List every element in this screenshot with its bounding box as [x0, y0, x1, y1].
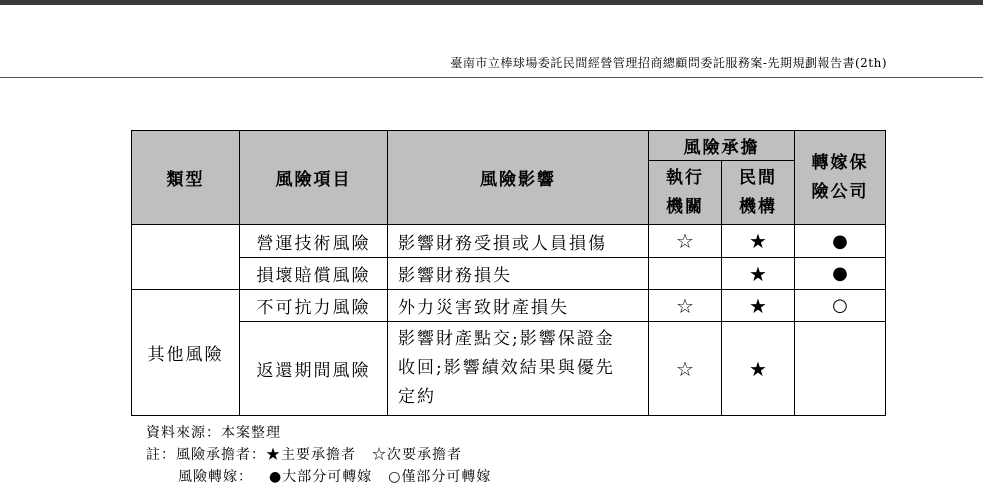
header-exec-line1: 執行: [666, 167, 704, 188]
legend-partially-transferable: ○僅部分可轉嫁: [388, 469, 492, 485]
header-type: 類型: [132, 131, 240, 225]
header-exec-line2: 機關: [666, 196, 704, 217]
transfer-legend-prefix: 風險轉嫁：: [178, 469, 253, 485]
table-notes: [146, 422, 491, 488]
risk-impact: 影響財務受損或人員損傷: [388, 225, 649, 258]
category-cell-blank: [132, 225, 240, 290]
insurance-transfer-mark: ●: [795, 258, 886, 290]
civil-bearer-mark: ★: [722, 322, 795, 416]
header-civil-line1: 民間: [739, 167, 777, 188]
table-row: [132, 322, 886, 416]
risk-item: 返還期間風險: [240, 322, 388, 416]
risk-impact-line3: 定約: [398, 387, 436, 407]
civil-bearer-mark: ★: [722, 225, 795, 258]
category-other-risk: 其他風險: [132, 290, 240, 416]
civil-bearer-mark: ★: [722, 258, 795, 290]
risk-impact-line1: 影響財產點交;影響保證金: [398, 329, 615, 349]
header-private-entity: [722, 161, 795, 225]
document-header: 臺南市立棒球場委託民間經營管理招商總顧問委託服務案-先期規劃報告書(2th): [450, 56, 887, 70]
legend-primary-bearer: ★主要承擔者: [266, 447, 356, 463]
exec-bearer-mark: ☆: [649, 225, 722, 258]
exec-bearer-mark: ☆: [649, 290, 722, 322]
exec-bearer-mark: [649, 258, 722, 290]
header-risk-bearer: 風險承擔: [649, 131, 795, 161]
insurance-transfer-mark: ○: [795, 290, 886, 322]
risk-item: 損壞賠償風險: [240, 258, 388, 290]
header-insurance-line2: 險公司: [811, 181, 869, 202]
header-insurance-transfer: [795, 131, 886, 225]
risk-allocation-table: [131, 130, 886, 416]
top-bar: [0, 0, 983, 5]
risk-impact: [388, 322, 649, 416]
insurance-transfer-mark: ●: [795, 225, 886, 258]
risk-impact-line2: 收回;影響績效結果與優先: [398, 358, 615, 378]
table-row: [132, 258, 886, 290]
transfer-legend: [146, 466, 491, 488]
header-executing-agency: [649, 161, 722, 225]
bearer-legend-prefix: 註：風險承擔者：: [146, 447, 266, 463]
header-civil-line2: 機構: [739, 196, 777, 217]
legend-secondary-bearer: ☆次要承擔者: [372, 447, 462, 463]
risk-item: 營運技術風險: [240, 225, 388, 258]
header-risk-item: 風險項目: [240, 131, 388, 225]
header-risk-impact: 風險影響: [388, 131, 649, 225]
risk-impact: 外力災害致財產損失: [388, 290, 649, 322]
risk-impact: 影響財務損失: [388, 258, 649, 290]
bearer-legend: [146, 444, 491, 466]
civil-bearer-mark: ★: [722, 290, 795, 322]
table-row: [132, 225, 886, 258]
source-note: 資料來源：本案整理: [146, 425, 281, 441]
insurance-transfer-mark: [795, 322, 886, 416]
header-insurance-line1: 轉嫁保: [811, 152, 869, 173]
table-row: [132, 290, 886, 322]
exec-bearer-mark: ☆: [649, 322, 722, 416]
legend-most-transferable: ●大部分可轉嫁: [269, 469, 373, 485]
header-rule: [0, 77, 983, 78]
risk-item: 不可抗力風險: [240, 290, 388, 322]
